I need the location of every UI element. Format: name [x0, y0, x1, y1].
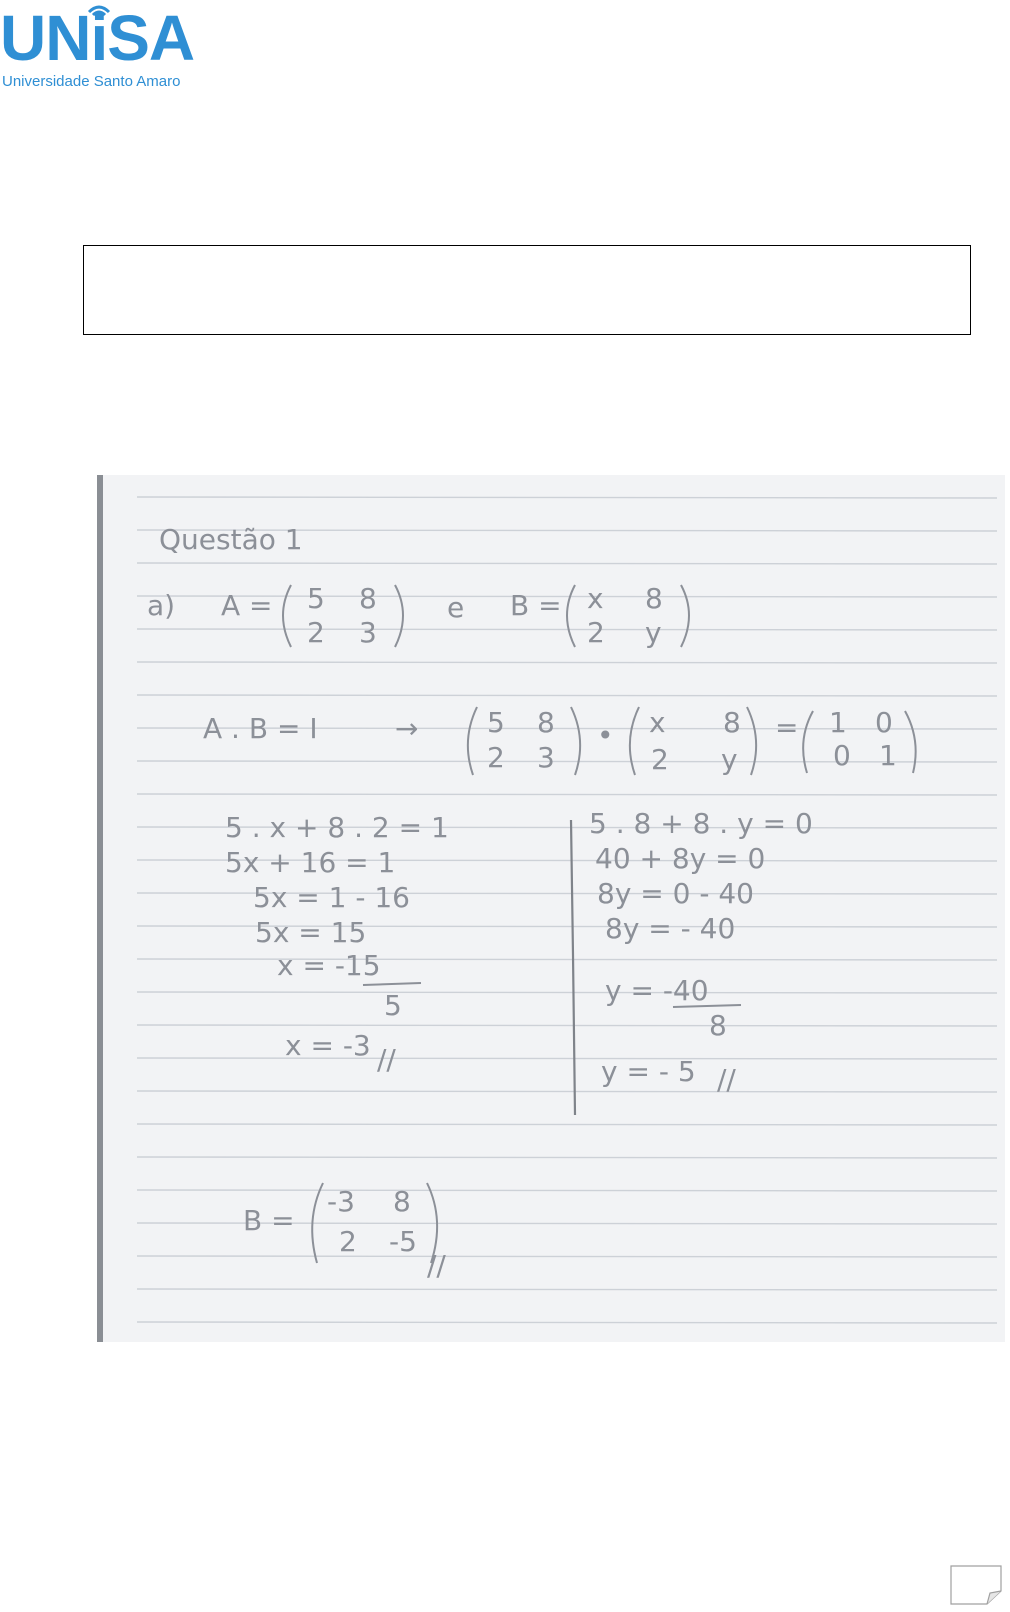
product-equation: A . B = I	[203, 712, 318, 745]
left-step: x = -15	[277, 949, 381, 982]
left-step: x = -3	[285, 1029, 371, 1062]
matrix-a-cell: 2	[307, 616, 325, 649]
ruled-line	[137, 629, 997, 630]
ruled-line	[137, 1157, 997, 1158]
arrow-icon: →	[395, 712, 419, 745]
ruled-line	[137, 1289, 997, 1290]
matrix-b-cell: x	[587, 582, 604, 615]
ruled-line	[137, 794, 997, 795]
ruled-line	[137, 662, 997, 663]
product-a-cell: 8	[537, 706, 555, 739]
matrix-b-label: B =	[510, 589, 562, 622]
right-step: 8y = - 40	[605, 912, 736, 945]
unisa-logo	[0, 0, 195, 95]
page-curl-icon	[950, 1565, 1002, 1605]
notebook-page	[97, 475, 1005, 1342]
right-step: 8y = 0 - 40	[597, 877, 754, 910]
header-box	[83, 245, 971, 335]
left-step: 5x = 15	[255, 916, 367, 949]
check-mark: //	[427, 1249, 446, 1282]
result-cell: -3	[327, 1185, 355, 1218]
wifi-signal-icon	[86, 2, 112, 20]
heading-text: Questão 1	[159, 523, 303, 556]
ruled-line	[137, 959, 997, 960]
matrix-b-cell: 2	[587, 616, 605, 649]
identity-cell: 0	[833, 739, 851, 772]
equals-sign: =	[775, 711, 799, 744]
product-a-cell: 5	[487, 706, 505, 739]
matrix-a-cell: 3	[359, 616, 377, 649]
ruled-line	[137, 563, 997, 564]
part-a-label: a)	[147, 589, 176, 622]
right-step: 5 . 8 + 8 . y = 0	[589, 807, 813, 840]
result-label: B =	[243, 1204, 295, 1237]
left-step: 5x + 16 = 1	[225, 846, 396, 879]
ruled-line	[137, 1256, 997, 1257]
result-cell: 2	[339, 1225, 357, 1258]
left-step: 5x = 1 - 16	[253, 881, 410, 914]
matrix-a-cell: 5	[307, 582, 325, 615]
ruled-line	[137, 761, 997, 762]
ruled-line	[137, 1190, 997, 1191]
right-step: y = -40	[605, 974, 709, 1007]
ruled-line	[137, 992, 997, 993]
matrix-b-cell: 8	[645, 582, 663, 615]
conjunction-text: e	[447, 591, 465, 624]
check-mark: //	[377, 1043, 396, 1076]
product-a-cell: 3	[537, 741, 555, 774]
logo-tagline: Universidade Santo Amaro	[2, 73, 181, 90]
ruled-line	[137, 1322, 997, 1323]
identity-cell: 0	[875, 706, 893, 739]
right-step: 40 + 8y = 0	[595, 842, 766, 875]
right-step: 8	[709, 1009, 727, 1042]
product-b-cell: y	[721, 743, 738, 776]
identity-cell: 1	[829, 706, 847, 739]
left-step: 5	[384, 989, 402, 1022]
notebook-photo	[97, 475, 1005, 1342]
ruled-line	[137, 695, 997, 696]
ruled-line	[137, 1091, 997, 1092]
check-mark: //	[717, 1063, 736, 1096]
ruled-line	[137, 1025, 997, 1026]
matrix-a-cell: 8	[359, 582, 377, 615]
dot-operator: •	[597, 719, 614, 752]
product-b-cell: 8	[723, 706, 741, 739]
product-b-cell: 2	[651, 743, 669, 776]
product-b-cell: x	[649, 706, 666, 739]
result-cell: -5	[389, 1225, 417, 1258]
notebook-edge	[97, 475, 103, 1342]
right-step: y = - 5	[601, 1055, 696, 1088]
matrix-a-label: A =	[221, 589, 273, 622]
identity-cell: 1	[879, 739, 897, 772]
matrix-b-cell: y	[645, 616, 662, 649]
logo-wordmark: UNiSA	[0, 2, 195, 74]
product-a-cell: 2	[487, 741, 505, 774]
result-cell: 8	[393, 1185, 411, 1218]
ruled-line	[137, 1124, 997, 1125]
left-step: 5 . x + 8 . 2 = 1	[225, 811, 449, 844]
ruled-line	[137, 1058, 997, 1059]
